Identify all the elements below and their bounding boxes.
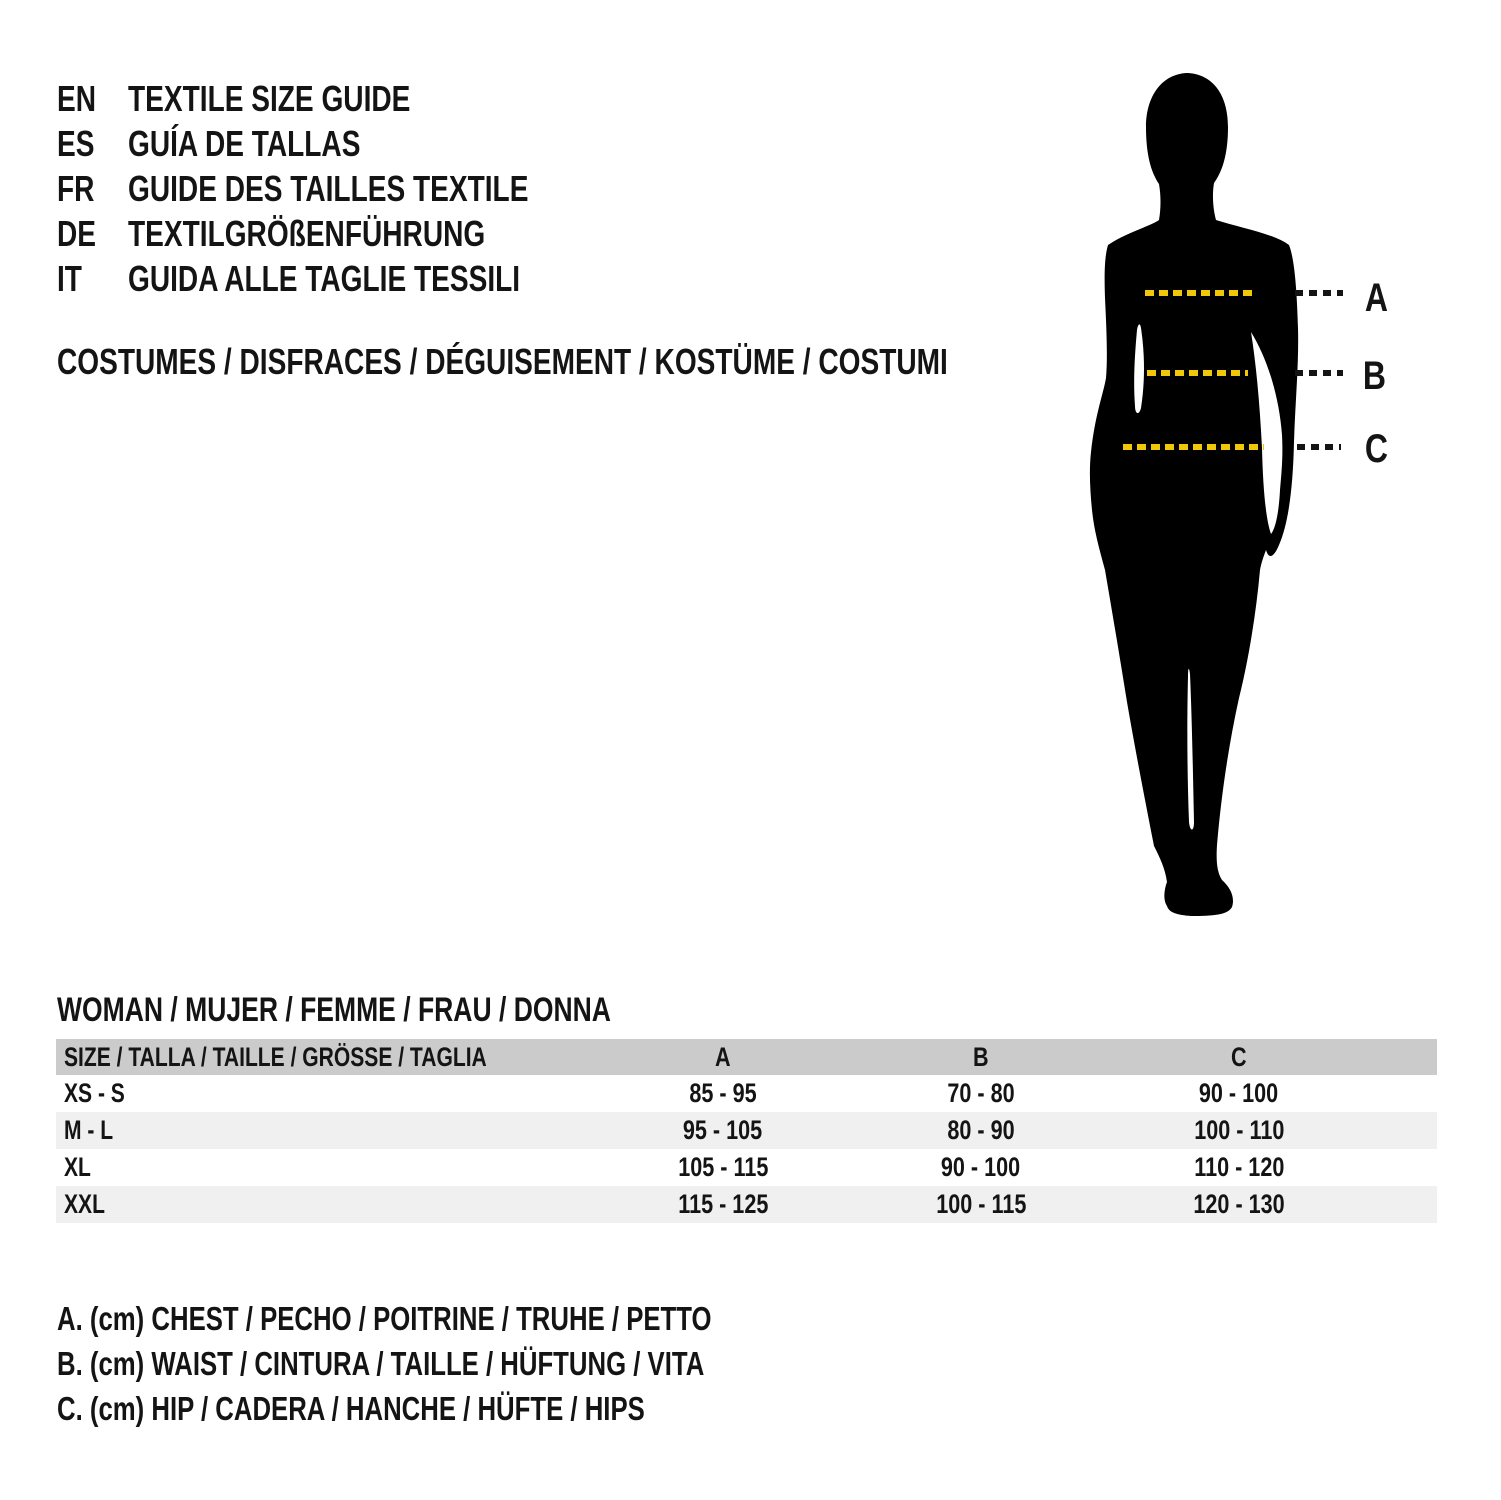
connector-line-c xyxy=(1297,444,1341,450)
category-heading: COSTUMES / DISFRACES / DÉGUISEMENT / KOSTÜME / COSTUMI xyxy=(57,341,948,382)
connector-line-b xyxy=(1295,370,1343,376)
language-label: GUIDE DES TAILLES TEXTILE xyxy=(128,167,529,209)
language-code: DE xyxy=(57,212,97,254)
language-label: GUIDA ALLE TAGLIE TESSILI xyxy=(128,257,521,299)
size-cell: M - L xyxy=(64,1115,114,1145)
language-label: TEXTILE SIZE GUIDE xyxy=(128,77,411,119)
language-row-it xyxy=(57,256,641,301)
table-row-m-l xyxy=(56,1112,1437,1149)
table-row-xs-s xyxy=(56,1075,1437,1112)
value-cell-a: 115 - 125 xyxy=(677,1189,769,1219)
language-row-es xyxy=(57,121,641,166)
legend-item-chest: A. (cm) CHEST / PECHO / POITRINE / TRUHE / PETTO xyxy=(57,1299,712,1337)
legend-item-waist: B. (cm) WAIST / CINTURA / TAILLE / HÜFTUNG / VITA xyxy=(57,1344,705,1382)
measure-label-b: B xyxy=(1362,354,1387,398)
size-table-header-row xyxy=(56,1039,1437,1075)
language-code: IT xyxy=(57,257,82,299)
value-cell-b: 80 - 90 xyxy=(947,1115,1015,1145)
measure-line-b xyxy=(1147,370,1248,376)
language-code: ES xyxy=(57,122,95,164)
header-column-c: C xyxy=(1231,1041,1247,1072)
audience-heading: WOMAN / MUJER / FEMME / FRAU / DONNA xyxy=(57,991,611,1029)
header-column-a: A xyxy=(715,1041,731,1072)
language-row-de xyxy=(57,211,641,256)
woman-silhouette-graphic xyxy=(1073,70,1313,920)
connector-line-a xyxy=(1295,290,1343,296)
value-cell-b: 70 - 80 xyxy=(947,1078,1015,1108)
header-column-b: B xyxy=(973,1041,989,1072)
measure-label-a: A xyxy=(1364,276,1389,320)
measure-line-a xyxy=(1145,290,1257,296)
language-list xyxy=(57,76,641,301)
measure-label-c: C xyxy=(1364,427,1389,471)
value-cell-c: 120 - 130 xyxy=(1193,1189,1285,1219)
measurement-legend xyxy=(57,1296,896,1431)
value-cell-b: 100 - 115 xyxy=(935,1189,1027,1219)
language-row-en xyxy=(57,76,641,121)
value-cell-b: 90 - 100 xyxy=(941,1152,1021,1182)
value-cell-a: 95 - 105 xyxy=(683,1115,763,1145)
value-cell-c: 100 - 110 xyxy=(1193,1115,1285,1145)
value-cell-c: 90 - 100 xyxy=(1199,1078,1279,1108)
value-cell-a: 85 - 95 xyxy=(689,1078,757,1108)
value-cell-a: 105 - 115 xyxy=(677,1152,769,1182)
table-row-xxl xyxy=(56,1186,1437,1223)
language-label: GUÍA DE TALLAS xyxy=(128,122,361,164)
language-code: EN xyxy=(57,77,97,119)
measure-line-c xyxy=(1123,444,1264,450)
size-cell: XL xyxy=(64,1152,91,1182)
language-code: FR xyxy=(57,167,95,209)
language-label: TEXTILGRÖßENFÜHRUNG xyxy=(128,212,486,254)
legend-item-hip: C. (cm) HIP / CADERA / HANCHE / HÜFTE / HIPS xyxy=(57,1389,645,1427)
size-cell: XS - S xyxy=(64,1078,125,1108)
language-row-fr xyxy=(57,166,641,211)
table-row-xl xyxy=(56,1149,1437,1186)
header-size-column: SIZE / TALLA / TAILLE / GRÖSSE / TAGLIA xyxy=(64,1041,487,1072)
size-cell: XXL xyxy=(64,1189,105,1219)
value-cell-c: 110 - 120 xyxy=(1193,1152,1285,1182)
size-table xyxy=(56,1039,1437,1223)
